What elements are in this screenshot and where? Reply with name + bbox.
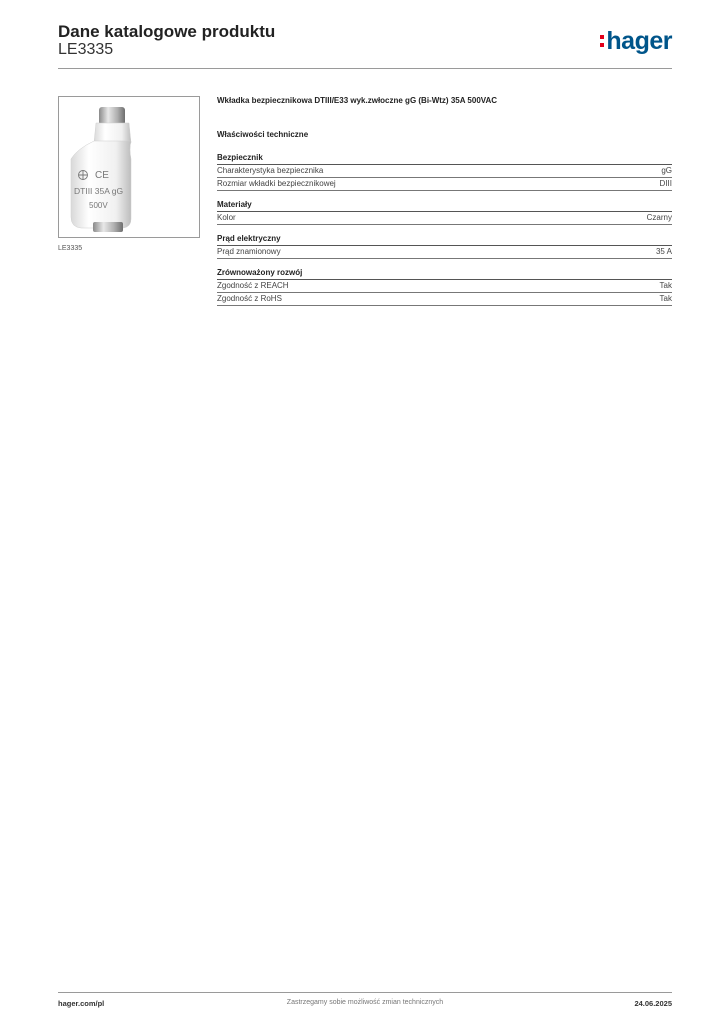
row-label: Zgodność z RoHS bbox=[217, 294, 282, 303]
page-title: Dane katalogowe produktu bbox=[58, 22, 276, 41]
footer-date: 24.06.2025 bbox=[634, 999, 672, 1008]
logo-dots-icon bbox=[600, 35, 604, 47]
group-title: Zrównoważony rozwój bbox=[217, 267, 672, 280]
group-title: Bezpiecznik bbox=[217, 152, 672, 165]
table-row bbox=[217, 165, 672, 178]
table-row bbox=[217, 246, 672, 259]
logo-text: hager bbox=[606, 26, 672, 55]
product-content bbox=[217, 96, 672, 306]
row-value: DIII bbox=[659, 179, 672, 188]
image-caption: LE3335 bbox=[58, 245, 83, 252]
table-row bbox=[217, 293, 672, 306]
fuse-ce-mark: CE bbox=[95, 170, 109, 181]
product-code: LE3335 bbox=[58, 41, 114, 58]
row-label: Kolor bbox=[217, 213, 236, 222]
table-row bbox=[217, 280, 672, 293]
page-header bbox=[58, 20, 672, 69]
product-image bbox=[58, 96, 200, 238]
group-fuse bbox=[217, 152, 672, 191]
group-title: Prąd elektryczny bbox=[217, 233, 672, 246]
group-sustainability bbox=[217, 267, 672, 306]
row-label: Prąd znamionowy bbox=[217, 247, 281, 256]
row-value: gG bbox=[661, 166, 672, 175]
table-row bbox=[217, 178, 672, 191]
fuse-cartridge-icon bbox=[59, 97, 199, 237]
group-electric-current bbox=[217, 233, 672, 259]
row-label: Rozmiar wkładki bezpiecznikowej bbox=[217, 179, 336, 188]
table-row bbox=[217, 212, 672, 225]
row-value: Tak bbox=[659, 281, 672, 290]
row-value: 35 A bbox=[655, 247, 672, 256]
row-value: Czarny bbox=[646, 213, 672, 222]
footer-website-link[interactable]: hager.com/pl bbox=[58, 999, 105, 1008]
page-footer bbox=[58, 992, 672, 1013]
properties-heading: Właściwości techniczne bbox=[217, 130, 309, 139]
group-title: Materiały bbox=[217, 199, 672, 212]
hager-logo bbox=[600, 26, 672, 56]
group-materials bbox=[217, 199, 672, 225]
row-label: Charakterystyka bezpiecznika bbox=[217, 166, 324, 175]
row-label: Zgodność z REACH bbox=[217, 281, 289, 290]
fuse-marking-text: DTIII 35A gG bbox=[74, 186, 124, 196]
product-name: Wkładka bezpiecznikowa DTIII/E33 wyk.zwłoczne gG (Bi-Wtz) 35A 500VAC bbox=[217, 96, 498, 105]
fuse-voltage-text: 500V bbox=[89, 201, 108, 210]
footer-disclaimer: Zastrzegamy sobie możliwość zmian technicznych bbox=[286, 999, 444, 1006]
row-value: Tak bbox=[659, 294, 672, 303]
